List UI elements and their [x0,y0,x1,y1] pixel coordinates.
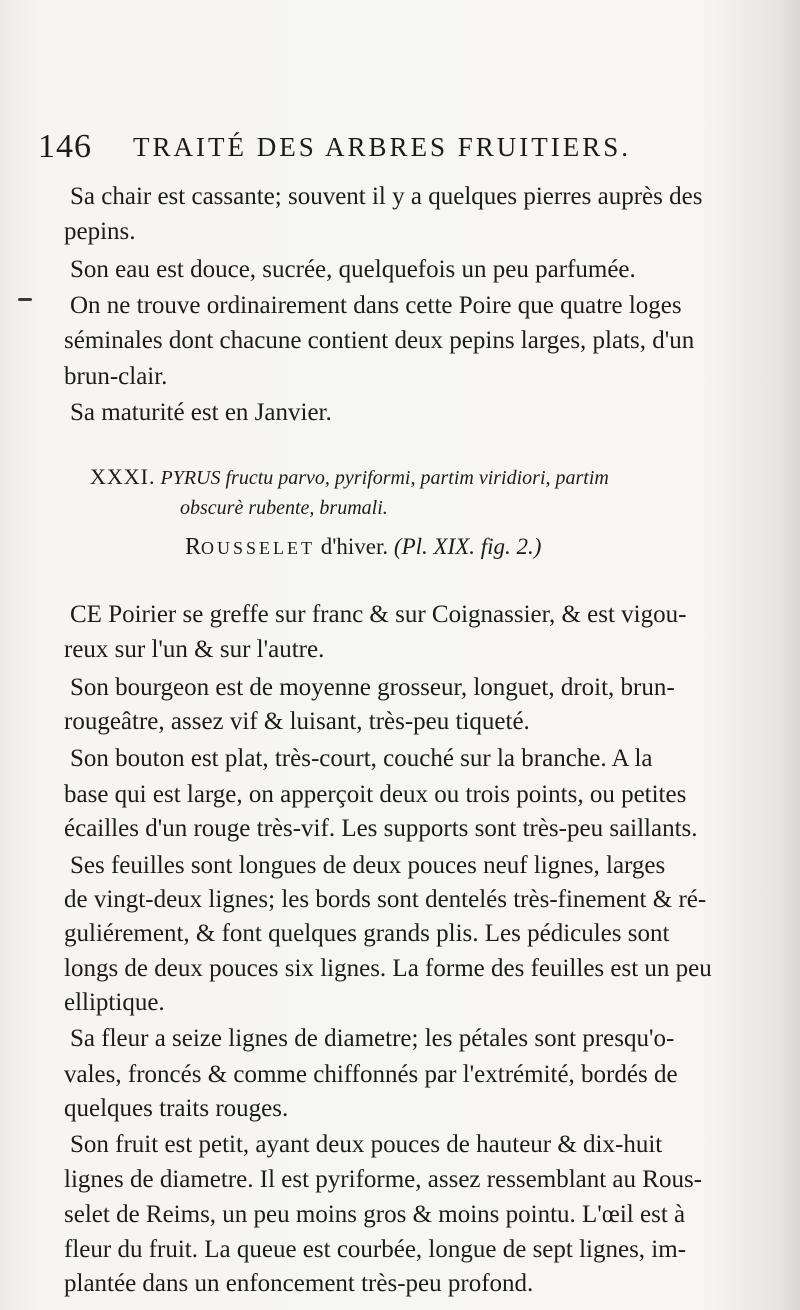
page-number: 146 [38,128,92,165]
text-line: plantée dans un enfoncement très-peu profond. [64,1270,534,1297]
text-line: Son bourgeon est de moyenne grosseur, longuet, droit, brun- [70,674,675,701]
plate-reference: (Pl. XIX. fig. 2.) [393,534,542,559]
running-head [38,128,778,168]
text-line: rougeâtre, assez vif & luisant, très-peu tiqueté. [64,708,530,735]
text-line: selet de Reims, un peu moins gros & moins pointu. L'œil est à [64,1201,686,1228]
entry-latin-text: PYRUS fructu parvo, pyriformi, partim viridiori, partim [160,467,609,489]
text-line: Ses feuilles sont longues de deux pouces neuf lignes, larges [70,852,666,879]
variety-suffix: d'hiver. [320,534,389,559]
text-line: lignes de diametre. Il est pyriforme, assez ressemblant au Rous- [64,1166,703,1193]
entry-latin-line-1 [90,463,609,492]
text-line: Sa maturité est en Janvier. [70,399,332,426]
text-line: fleur du fruit. La queue est courbée, longue de sept lignes, im- [64,1236,687,1263]
margin-mark [18,298,32,301]
text-line: Sa chair est cassante; souvent il y a quelques pierres auprès des [70,183,703,210]
variety-rest: OUSSELET [201,538,316,558]
text-line: pepins. [64,218,136,245]
text-line: quelques traits rouges. [64,1095,289,1122]
text-line: Son eau est douce, sucrée, quelquefois un peu parfumée. [70,256,636,283]
text-line: de vingt-deux lignes; les bords sont dentelés très-finement & ré- [64,886,707,913]
text-line: elliptique. [64,989,165,1016]
text-line: séminales dont chacune contient deux pepins larges, plats, d'un [64,327,695,354]
text-line: vales, froncés & comme chiffonnés par l'extrémité, bordés de [64,1061,678,1088]
text-line: base qui est large, on apperçoit deux ou trois points, ou petites [64,781,687,808]
text-line: Sa fleur a seize lignes de diametre; les pétales sont presqu'o- [70,1025,675,1052]
text-line: On ne trouve ordinairement dans cette Poire que quatre loges [70,292,682,319]
text-line: écailles d'un rouge très-vif. Les supports sont très-peu saillants. [64,815,698,842]
variety-initial: R [185,534,202,560]
entry-latin-line-2: obscurè rubente, brumali. [180,497,388,519]
text-line: Son bouton est plat, très-court, couché sur la branche. A la [70,745,653,772]
text-line: longs de deux pouces six lignes. La forme des feuilles est un peu [64,955,712,982]
text-line: CE Poirier se greffe sur franc & sur Coignassier, & est vigou- [70,601,687,628]
text-line: Son fruit est petit, ayant deux pouces de hauteur & dix-huit [70,1131,663,1158]
text-line: guliérement, & font quelques grands plis. Les pédicules sont [64,920,670,947]
running-title: TRAITÉ DES ARBRES FRUITIERS. [133,132,632,162]
text-line: reux sur l'un & sur l'autre. [64,636,325,663]
variety-name [185,532,541,563]
text-line: brun-clair. [64,363,168,390]
entry-number: XXXI. [90,464,156,489]
